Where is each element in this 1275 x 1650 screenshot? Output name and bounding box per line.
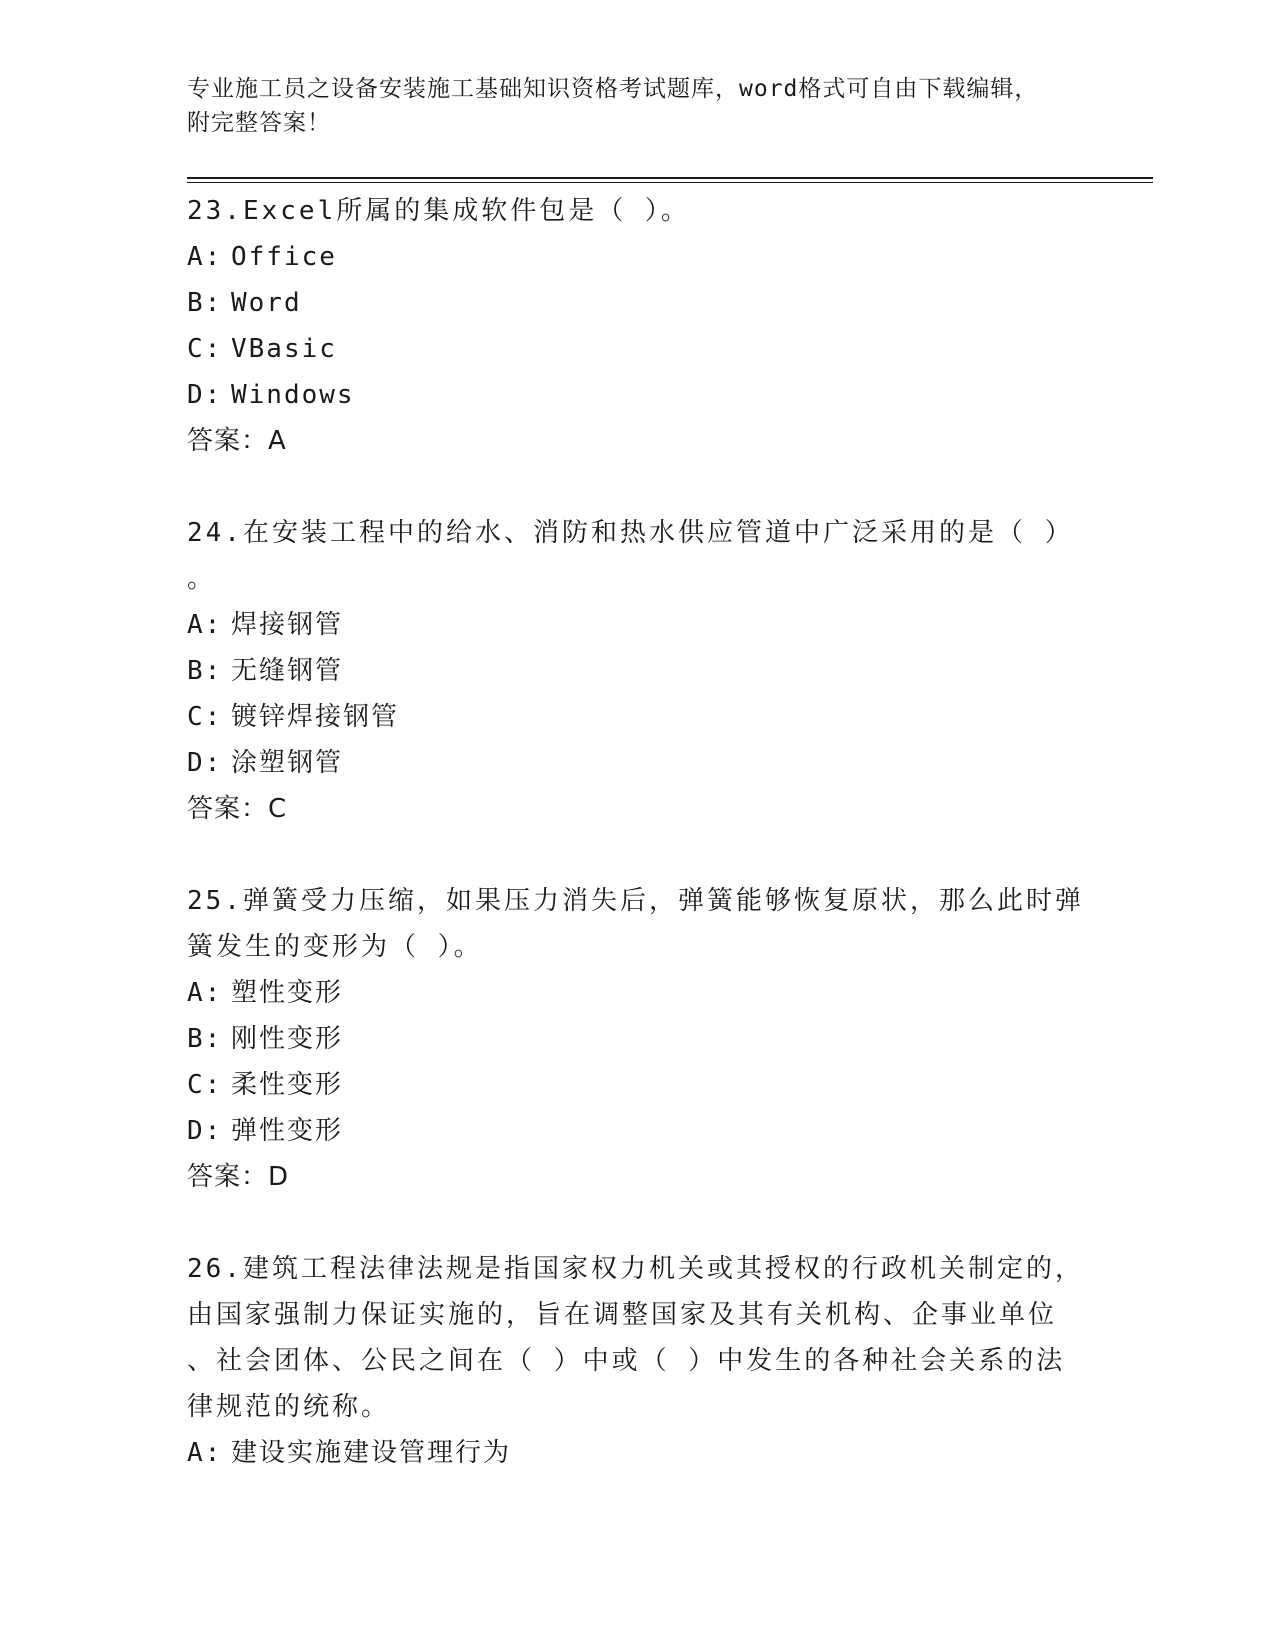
option-b xyxy=(187,280,1087,326)
question-text-continued: 律规范的统称。 xyxy=(187,1392,391,1422)
header-line-2: 附完整答案！ xyxy=(187,110,331,136)
option-text: 涂塑钢管 xyxy=(231,748,344,778)
question-text: 26.建筑工程法律法规是指国家权力机关或其授权的行政机关制定的， xyxy=(187,1254,1084,1284)
question-text-continued: 。 xyxy=(187,564,217,594)
option-key: C: xyxy=(187,702,223,732)
option-key: D: xyxy=(187,1116,223,1146)
option-text: 柔性变形 xyxy=(231,1070,344,1100)
question-26 xyxy=(187,1246,1087,1476)
option-key: A: xyxy=(187,978,223,1008)
option-key: B: xyxy=(187,656,223,686)
option-key: D: xyxy=(187,748,223,778)
question-text-continued: 簧发生的变形为（ ）。 xyxy=(187,932,483,962)
option-text: VBasic xyxy=(231,334,337,364)
option-key: B: xyxy=(187,1024,223,1054)
option-d xyxy=(187,1108,1087,1154)
question-text-continued: 由国家强制力保证实施的，旨在调整国家及其有关机构、企事业单位 xyxy=(187,1300,1058,1330)
option-b xyxy=(187,648,1087,694)
question-list xyxy=(187,188,1087,1522)
question-text: 24.在安装工程中的给水、消防和热水供应管道中广泛采用的是（ ） xyxy=(187,518,1074,548)
option-key: A: xyxy=(187,242,223,272)
option-key: A: xyxy=(187,610,223,640)
option-text: 无缝钢管 xyxy=(231,656,344,686)
option-text: 塑性变形 xyxy=(231,978,344,1008)
option-a xyxy=(187,602,1087,648)
answer-text: 答案：C xyxy=(187,794,288,824)
option-key: D: xyxy=(187,380,223,410)
option-text: 焊接钢管 xyxy=(231,610,344,640)
option-text: Word xyxy=(231,288,302,318)
option-a xyxy=(187,234,1087,280)
header-line-1: 专业施工员之设备安装施工基础知识资格考试题库，word格式可自由下载编辑， xyxy=(187,76,1039,102)
option-text: 镀锌焊接钢管 xyxy=(231,702,400,732)
option-d xyxy=(187,740,1087,786)
option-text: 建设实施建设管理行为 xyxy=(231,1438,512,1468)
header-divider xyxy=(187,177,1153,183)
option-text: Windows xyxy=(231,380,355,410)
option-d xyxy=(187,372,1087,418)
option-c xyxy=(187,1062,1087,1108)
page-header xyxy=(187,72,1067,140)
question-text-continued: 、社会团体、公民之间在（ ）中或（ ）中发生的各种社会关系的法 xyxy=(187,1346,1066,1376)
option-a xyxy=(187,1430,1087,1476)
option-key: A: xyxy=(187,1438,223,1468)
question-23 xyxy=(187,188,1087,464)
option-b xyxy=(187,1016,1087,1062)
answer-text: 答案：A xyxy=(187,426,287,456)
option-text: Office xyxy=(231,242,337,272)
option-text: 刚性变形 xyxy=(231,1024,344,1054)
option-a xyxy=(187,970,1087,1016)
option-c xyxy=(187,326,1087,372)
option-key: C: xyxy=(187,1070,223,1100)
option-text: 弹性变形 xyxy=(231,1116,344,1146)
option-c xyxy=(187,694,1087,740)
option-key: C: xyxy=(187,334,223,364)
option-key: B: xyxy=(187,288,223,318)
question-text: 23.Excel所属的集成软件包是（ ）。 xyxy=(187,196,690,226)
question-text: 25.弹簧受力压缩，如果压力消失后，弹簧能够恢复原状，那么此时弹 xyxy=(187,886,1084,916)
answer-text: 答案：D xyxy=(187,1162,290,1192)
question-25 xyxy=(187,878,1087,1200)
question-24 xyxy=(187,510,1087,832)
